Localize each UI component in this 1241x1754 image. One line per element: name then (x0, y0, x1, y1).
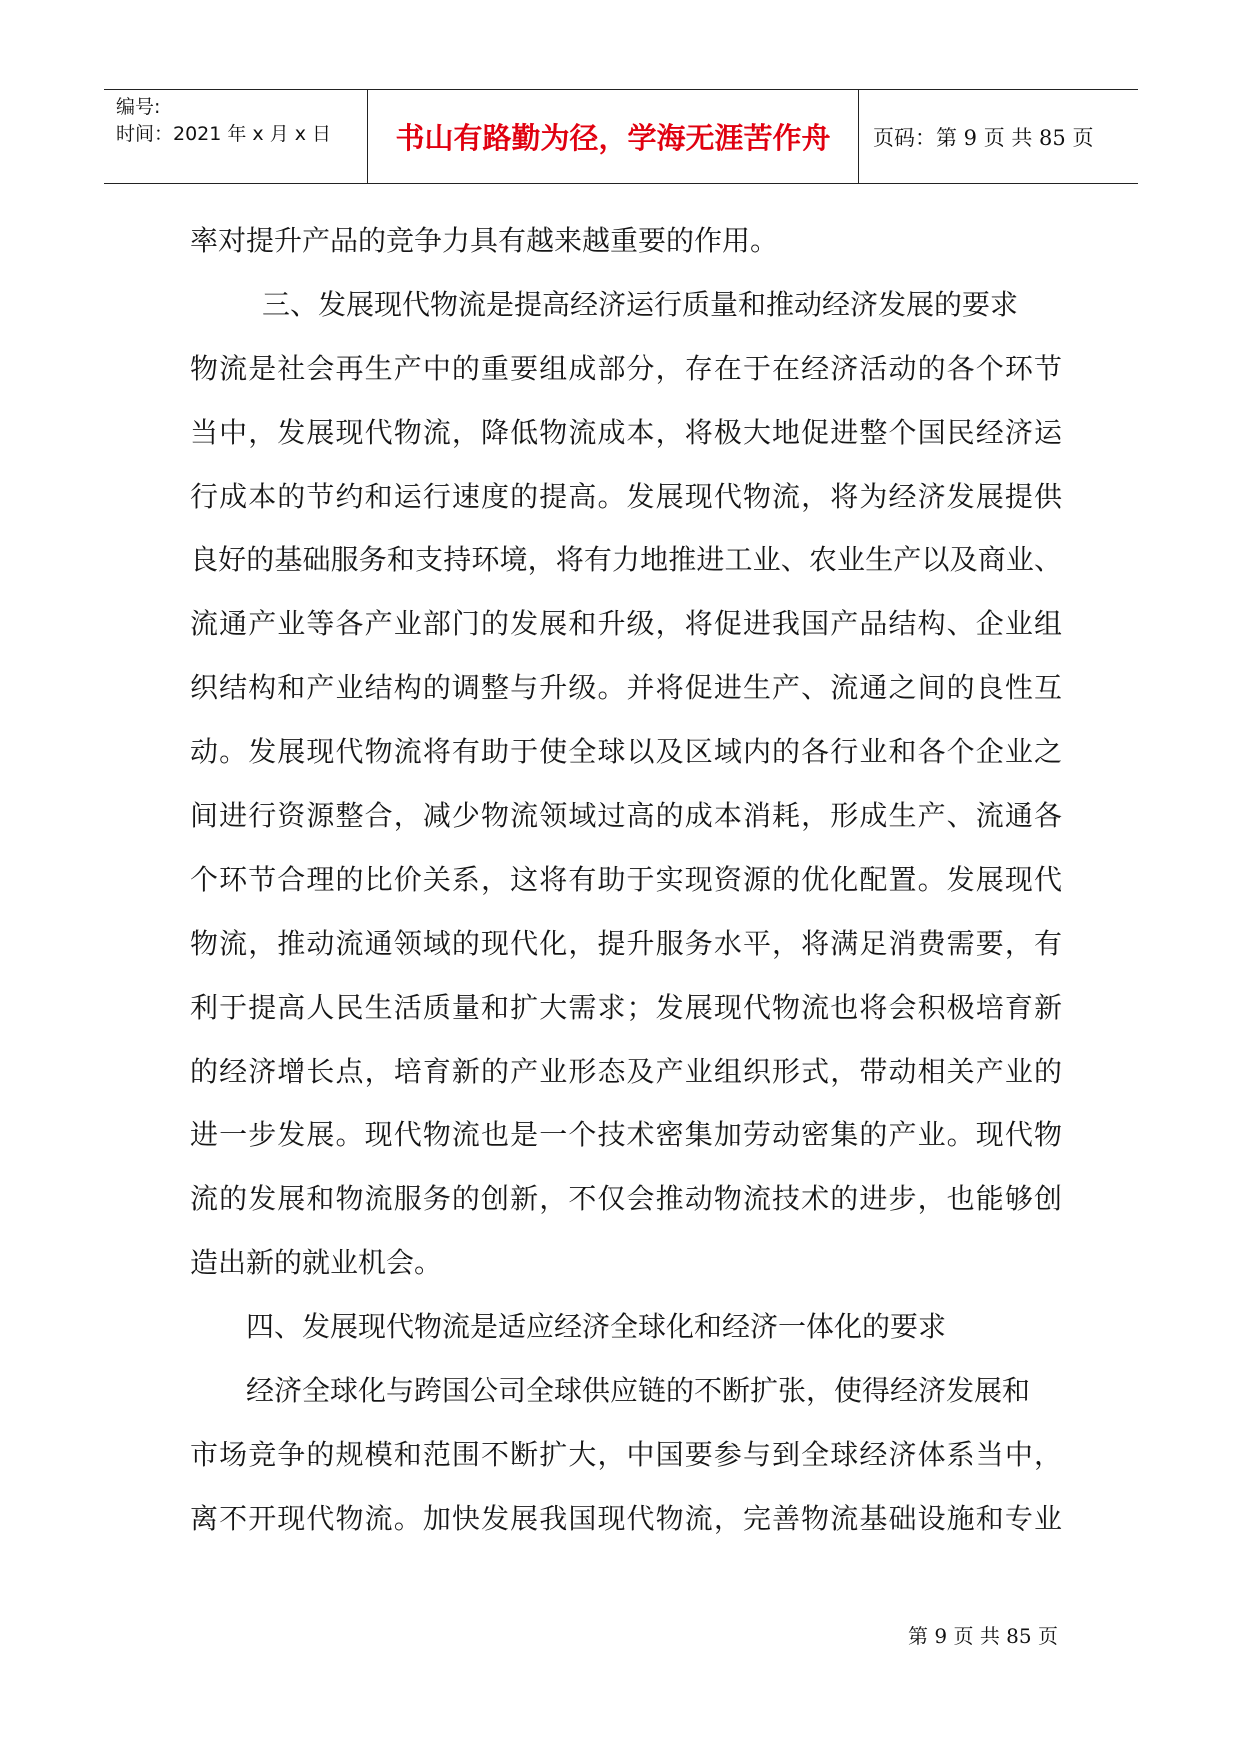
text-line: 动。发展现代物流将有助于使全球以及区域内的各行业和各个企业之 (190, 735, 1062, 769)
header-page-info (859, 90, 1138, 183)
text-line: 利于提高人民生活质量和扩大需求；发展现代物流也将会积极培育新 (190, 990, 1062, 1024)
motto-text: 书山有路勤为径，学海无涯苦作舟 (395, 121, 831, 155)
text-line: 流的发展和物流服务的创新，不仅会推动物流技术的进步，也能够创 (190, 1182, 1062, 1216)
page-number-label: 页码：第 9 页 共 85 页 (873, 125, 1094, 150)
document-body (190, 209, 1062, 1551)
text-line: 物流，推动流通领域的现代化，提升服务水平，将满足消费需要，有 (190, 926, 1062, 960)
text-line: 经济全球化与跨国公司全球供应链的不断扩张，使得经济发展和 (246, 1374, 1031, 1408)
text-line: 的经济增长点，培育新的产业形态及产业组织形式，带动相关产业的 (190, 1054, 1062, 1088)
page-footer (0, 1620, 1058, 1649)
text-line: 良好的基础服务和支持环境，将有力地推进工业、农业生产以及商业、 (190, 543, 1062, 577)
text-line: 织结构和产业结构的调整与升级。并将促进生产、流通之间的良性互 (190, 671, 1062, 705)
text-line: 进一步发展。现代物流也是一个技术密集加劳动密集的产业。现代物 (190, 1118, 1062, 1152)
text-line: 离不开现代物流。加快发展我国现代物流，完善物流基础设施和专业 (190, 1501, 1062, 1535)
text-line: 当中，发展现代物流，降低物流成本，将极大地促进整个国民经济运 (190, 415, 1062, 449)
text-line: 造出新的就业机会。 (190, 1246, 443, 1280)
date-label: 时间：2021 年 x 月 x 日 (116, 123, 332, 145)
header-motto-cell (368, 90, 859, 183)
text-line: 率对提升产品的竞争力具有越来越重要的作用。 (190, 224, 779, 257)
footer-page-number: 第 9 页 共 85 页 (908, 1624, 1058, 1648)
header-meta (104, 90, 368, 183)
section-heading-3: 三、发展现代物流是提高经济运行质量和推动经济发展的要求 (262, 287, 1019, 321)
text-line: 间进行资源整合，减少物流领域过高的成本消耗，形成生产、流通各 (190, 799, 1062, 833)
text-line: 流通产业等各产业部门的发展和升级，将促进我国产品结构、企业组 (190, 607, 1062, 641)
text-line: 物流是社会再生产中的重要组成部分，存在于在经济活动的各个环节 (190, 351, 1062, 385)
text-line: 个环节合理的比价关系，这将有助于实现资源的优化配置。发展现代 (190, 862, 1062, 896)
text-line: 行成本的节约和运行速度的提高。发展现代物流，将为经济发展提供 (190, 479, 1062, 513)
serial-number-label: 编号: (116, 96, 161, 118)
page-header (104, 89, 1138, 184)
text-line: 市场竞争的规模和范围不断扩大，中国要参与到全球经济体系当中， (190, 1437, 1062, 1471)
section-heading-4: 四、发展现代物流是适应经济全球化和经济一体化的要求 (246, 1310, 947, 1344)
